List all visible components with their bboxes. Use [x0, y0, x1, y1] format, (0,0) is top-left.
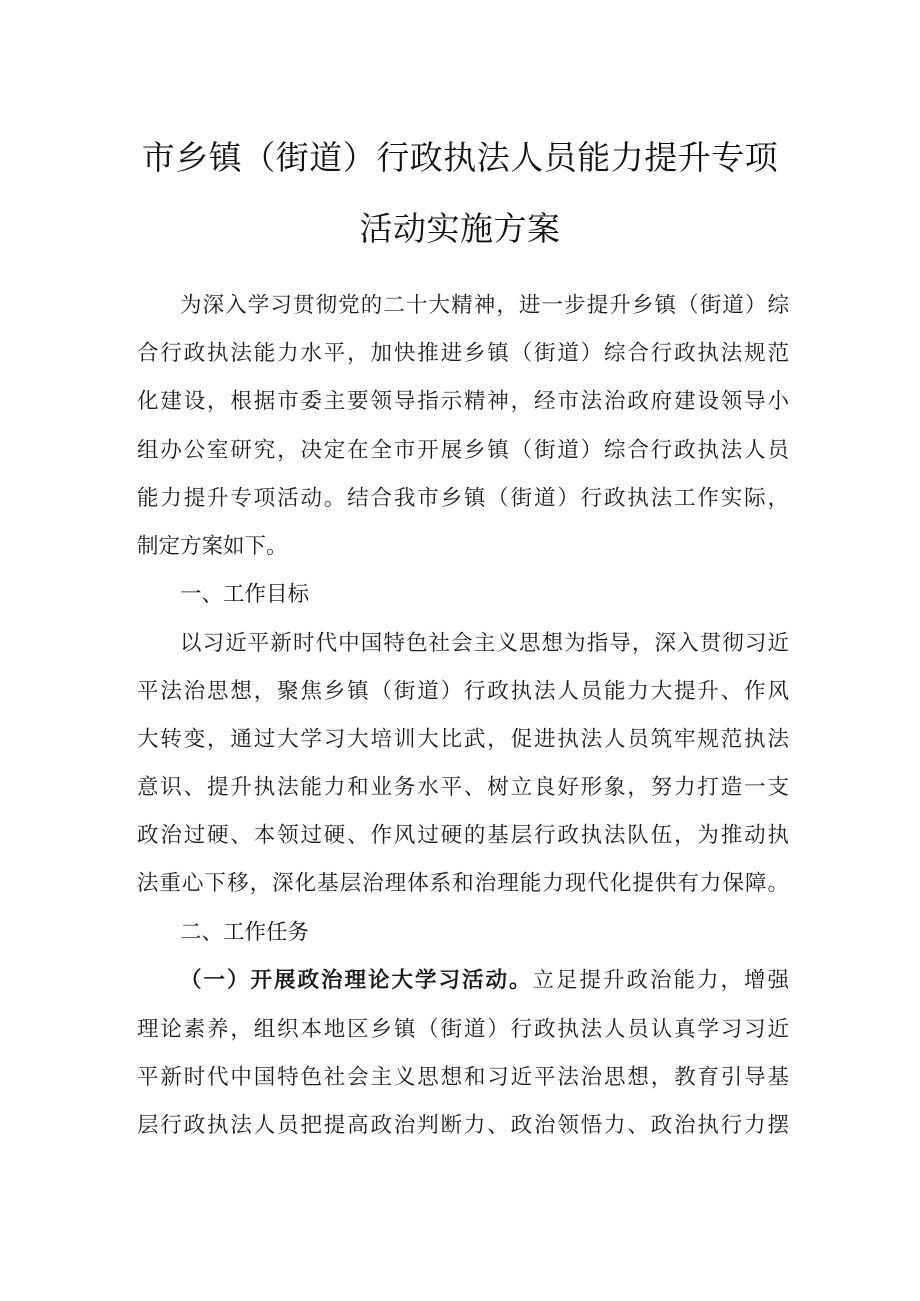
document-title-line-2: 活动实施方案 — [359, 209, 561, 248]
section-1-line-3: 大转变，通过大学习大培训大比武，促进执法人员筑牢规范执法 — [137, 727, 789, 752]
section-1-line-2: 平法治思想，聚焦乡镇（街道）行政执法人员能力大提升、作风 — [137, 679, 789, 704]
section-2-heading: 二、工作任务 — [180, 920, 310, 945]
section-2-item-1-line-4: 层行政执法人员把提高政治判断力、政治领悟力、政治执行力摆 — [137, 1113, 789, 1138]
section-1-line-6: 法重心下移，深化基层治理体系和治理能力现代化提供有力保障。 — [137, 871, 789, 896]
section-2-item-1-line-3: 平新时代中国特色社会主义思想和习近平法治思想，教育引导基 — [137, 1065, 789, 1090]
intro-line-4: 组办公室研究，决定在全市开展乡镇（街道）综合行政执法人员 — [137, 438, 789, 463]
intro-line-3: 化建设，根据市委主要领导指示精神，经市法治政府建设领导小 — [137, 389, 789, 414]
intro-line-1: 为深入学习贯彻党的二十大精神，进一步提升乡镇（街道）综 — [180, 293, 789, 318]
section-1-heading: 一、工作目标 — [180, 582, 310, 607]
section-2-item-1-lead: （一）开展政治理论大学习活动。 — [180, 968, 533, 993]
document-title-line-1: 市乡镇（街道）行政执法人员能力提升专项 — [141, 138, 779, 177]
intro-line-5: 能力提升专项活动。结合我市乡镇（街道）行政执法工作实际， — [137, 486, 789, 511]
section-1-line-1: 以习近平新时代中国特色社会主义思想为指导，深入贯彻习近 — [180, 631, 789, 656]
section-2-item-1-line-2: 理论素养，组织本地区乡镇（街道）行政执法人员认真学习习近 — [137, 1017, 789, 1042]
section-2-item-1-first-rest: 立足提升政治能力，增强 — [532, 968, 789, 993]
section-1-line-4: 意识、提升执法能力和业务水平、树立良好形象，努力打造一支 — [137, 775, 789, 800]
section-1-line-5: 政治过硬、本领过硬、作风过硬的基层行政执法队伍，为推动执 — [137, 823, 789, 848]
section-2-item-1-first-line — [180, 966, 789, 996]
intro-line-6: 制定方案如下。 — [137, 534, 288, 559]
intro-line-2: 合行政执法能力水平，加快推进乡镇（街道）综合行政执法规范 — [137, 341, 789, 366]
